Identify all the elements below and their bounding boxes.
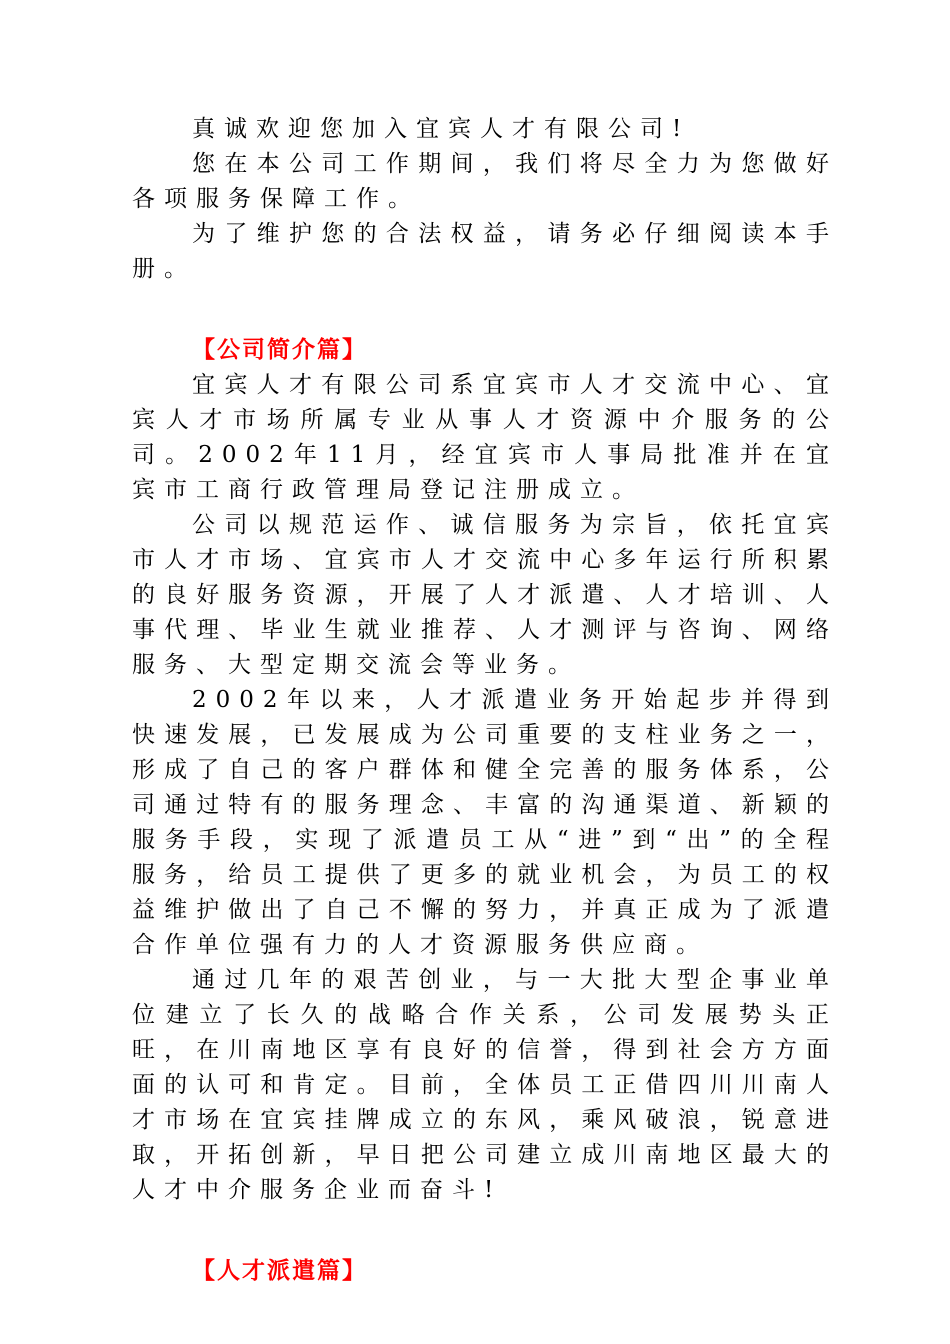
company-paragraph-3: 2002年以来，人才派遣业务开始起步并得到快速发展，已发展成为公司重要的支柱业务之一，形成了自己的客户群体和健全完善的服务体系，公司通过特有的服务理念、丰富的沟通渠道、新颖的服务手段，实现了派遣员工从“进”到“出”的全程服务，给员工提供了更多的就业机会，为员工的权益维护做出了自己不懈的努力，并真正成为了派遣合作单位强有力的人才资源服务供应商。 — [132, 687, 838, 958]
company-paragraph-2: 公司以规范运作、诚信服务为宗旨，依托宜宾市人才市场、宜宾市人才交流中心多年运行所积累的良好服务资源，开展了人才派遣、人才培训、人事代理、毕业生就业推荐、人才测评与咨询、网络服务、大型定期交流会等业务。 — [132, 512, 838, 678]
welcome-text: 真诚欢迎您加入宜宾人才有限公司! — [192, 116, 691, 142]
company-paragraph-1: 宜宾人才有限公司系宜宾市人才交流中心、宜宾人才市场所属专业从事人才资源中介服务的公司。2002年11月，经宜宾市人事局批准并在宜宾市工商行政管理局登记注册成立。 — [132, 372, 838, 503]
company-paragraph-4: 通过几年的艰苦创业，与一大批大型企事业单位建立了长久的战略合作关系，公司发展势头正旺，在川南地区享有良好的信誉，得到社会方方面面的认可和肯定。目前，全体员工正借四川川南人才市场在宜宾挂牌成立的东风，乘风破浪，锐意进取，开拓创新，早日把公司建立成川南地区最大的人才中介服务企业而奋斗! — [132, 967, 838, 1203]
document-page — [132, 112, 838, 1289]
read-manual-text: 为了维护您的合法权益，请务必仔细阅读本手册。 — [132, 221, 838, 282]
section-heading-dispatch: 【人才派遣篇】 — [192, 1258, 367, 1284]
service-text: 您在本公司工作期间，我们将尽全力为您做好各项服务保障工作。 — [132, 151, 838, 212]
spacer — [132, 287, 838, 333]
spacer — [132, 1208, 838, 1254]
section-heading-company: 【公司简介篇】 — [192, 337, 367, 363]
